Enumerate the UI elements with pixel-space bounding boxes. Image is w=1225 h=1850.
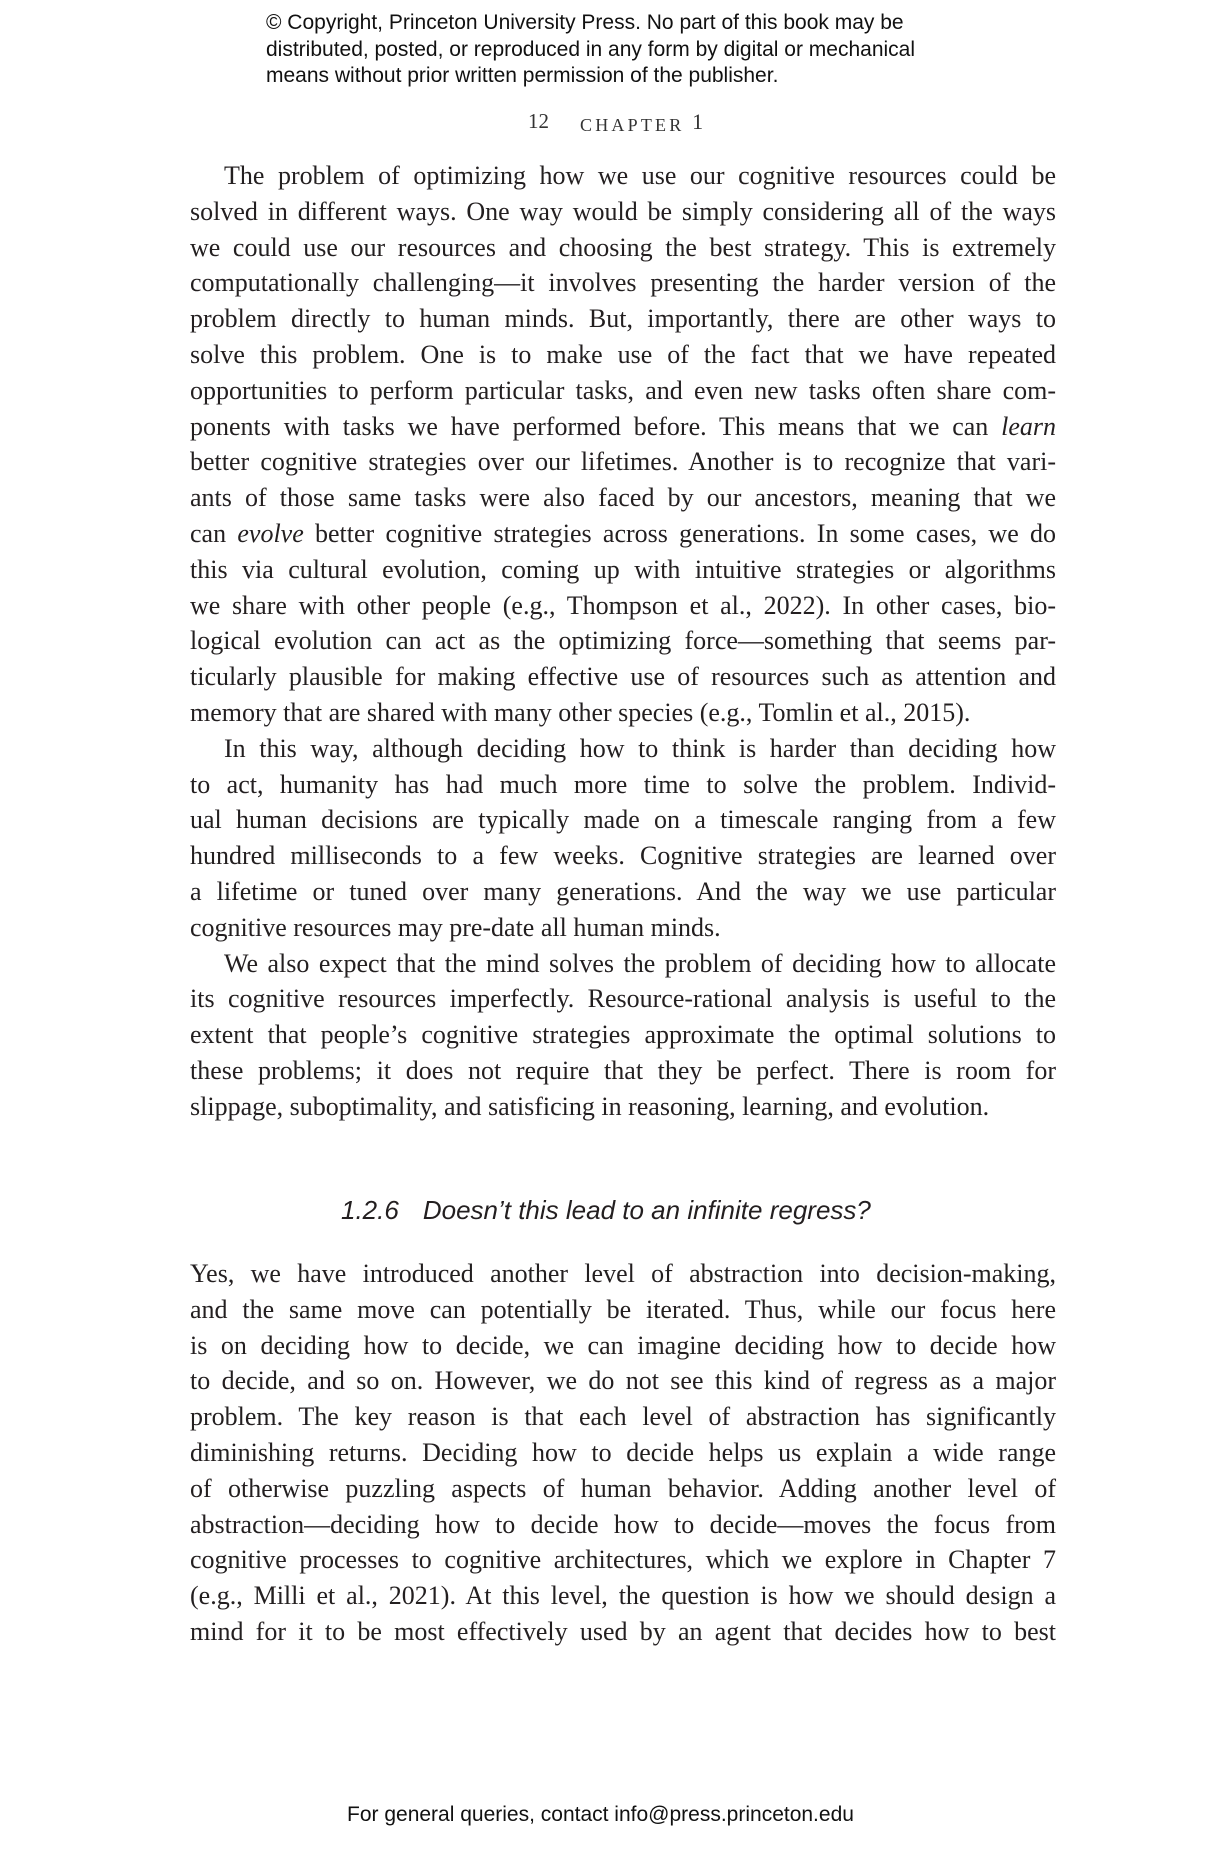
chapter-word: CHAPTER <box>580 115 685 135</box>
text-line: cognitive processes to cognitive architectures, which we explore in Chapter 7 <box>190 1545 1056 1575</box>
paragraph <box>190 1256 1056 1650</box>
text-line: a lifetime or tuned over many generations. And the way we use particular <box>190 876 1056 906</box>
text-line: ants of those same tasks were also faced by our ancestors, meaning that we <box>190 483 1056 513</box>
text-line: extent that people’s cognitive strategies approximate the optimal solutions to <box>190 1020 1056 1050</box>
text-line: better cognitive strategies over our lifetimes. Another is to recognize that vari- <box>190 447 1056 477</box>
paragraph <box>190 946 1056 1125</box>
text-line: diminishing returns. Deciding how to decide helps us explain a wide range <box>190 1437 1056 1467</box>
copyright-line: © Copyright, Princeton University Press. No part of this book may be <box>266 11 904 34</box>
text-line: of otherwise puzzling aspects of human behavior. Adding another level of <box>190 1473 1056 1503</box>
chapter-label <box>580 111 703 137</box>
text-line: problem directly to human minds. But, importantly, there are other ways to <box>190 304 1056 334</box>
section-number: 1.2.6 <box>341 1195 399 1225</box>
text-line: memory that are shared with many other species (e.g., Tomlin et al., 2015). <box>190 697 971 727</box>
text-line: opportunities to perform particular tasks, and even new tasks often share com- <box>190 375 1056 405</box>
text-line: is on deciding how to decide, we can imagine deciding how to decide how <box>190 1330 1056 1360</box>
text-line: hundred milliseconds to a few weeks. Cognitive strategies are learned over <box>190 841 1056 871</box>
text-line <box>190 516 1056 552</box>
section-heading <box>341 1195 871 1226</box>
text-line: we could use our resources and choosing the best strategy. This is extremely <box>190 232 1056 262</box>
text-line: (e.g., Milli et al., 2021). At this level, the question is how we should design a <box>190 1581 1056 1611</box>
text-line: logical evolution can act as the optimizing force—something that seems par- <box>190 626 1056 656</box>
text-segment: can <box>190 518 227 548</box>
text-line: cognitive resources may pre-date all human minds. <box>190 912 721 942</box>
section-2-body <box>190 1256 1056 1650</box>
text-line: solve this problem. One is to make use of the fact that we have repeated <box>190 339 1056 369</box>
text-line: this via cultural evolution, coming up with intuitive strategies or algorithms <box>190 554 1056 584</box>
footer-text: For general queries, contact info@press.princeton.edu <box>347 1803 854 1826</box>
text-line: ticularly plausible for making effective use of resources such as attention and <box>190 662 1056 692</box>
page-number: 12 <box>528 109 549 133</box>
contact-footer <box>347 1803 854 1827</box>
text-line: computationally challenging—it involves presenting the harder version of the <box>190 268 1056 298</box>
copyright-line: distributed, posted, or reproduced in any form by digital or mechanical <box>266 37 916 61</box>
text-line: and the same move can potentially be iterated. Thus, while our focus here <box>190 1294 1056 1324</box>
text-segment: ponents with tasks we have performed before. This means that we can <box>190 411 989 441</box>
text-line: The problem of optimizing how we use our cognitive resources could be <box>224 161 1056 190</box>
text-line: to act, humanity has had much more time to solve the problem. Individ- <box>190 769 1056 799</box>
text-line <box>190 409 1056 445</box>
text-line: slippage, suboptimality, and satisficing in reasoning, learning, and evolution. <box>190 1091 990 1121</box>
text-segment: better cognitive strategies across generations. In some cases, we do <box>315 518 1057 548</box>
text-line: ual human decisions are typically made on a timescale ranging from a few <box>190 805 1056 835</box>
text-line: we share with other people (e.g., Thompson et al., 2022). In other cases, bio- <box>190 590 1056 620</box>
text-line: solved in different ways. One way would be simply considering all of the ways <box>190 196 1056 226</box>
text-line: Yes, we have introduced another level of abstraction into decision-making, <box>190 1259 1056 1288</box>
emphasis-evolve: evolve <box>237 518 304 548</box>
text-line: problem. The key reason is that each level of abstraction has significantly <box>190 1402 1056 1432</box>
paragraph <box>190 731 1056 946</box>
paragraph <box>190 158 1056 731</box>
text-line: its cognitive resources imperfectly. Resource-rational analysis is useful to the <box>190 984 1056 1014</box>
emphasis-learn: learn <box>1001 411 1056 441</box>
section-title: Doesn’t this lead to an infinite regress? <box>422 1195 871 1225</box>
text-line: to decide, and so on. However, we do not see this kind of regress as a major <box>190 1366 1056 1396</box>
chapter-number: 1 <box>692 109 704 134</box>
copyright-notice <box>266 10 986 90</box>
text-line: abstraction—deciding how to decide how to decide—moves the focus from <box>190 1509 1056 1539</box>
text-line: mind for it to be most effectively used by an agent that decides how to best <box>190 1616 1056 1646</box>
section-1-body <box>190 158 1056 1125</box>
text-line: We also expect that the mind solves the problem of deciding how to allocate <box>224 948 1056 978</box>
text-line: In this way, although deciding how to think is harder than deciding how <box>224 733 1056 763</box>
copyright-line: means without prior written permission of the publisher. <box>266 64 779 87</box>
text-line: these problems; it does not require that they be perfect. There is room for <box>190 1055 1056 1085</box>
